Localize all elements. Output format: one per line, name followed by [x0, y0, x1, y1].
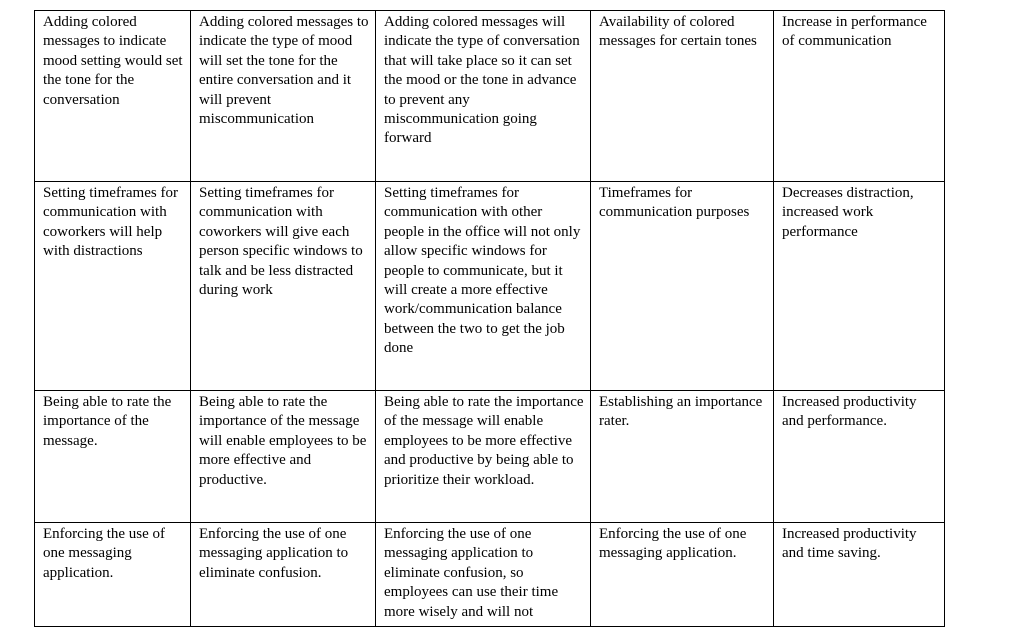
table-cell: Adding colored messages will indicate the type of conversation that will take place so it can set the mood or the tone in advance to prevent any miscommunication going forward [376, 11, 591, 182]
table-cell: Setting timeframes for communication with other people in the office will not only allow specific windows for people to communicate, but it will create a more effective work/communication balance between the two to get the job done [376, 182, 591, 391]
table-cell: Enforcing the use of one messaging application. [591, 523, 774, 627]
table-row [35, 182, 945, 391]
table-cell: Being able to rate the importance of the message will enable employees to be more effective and productive by being able to prioritize their workload. [376, 391, 591, 523]
table-row [35, 523, 945, 627]
table-cell: Being able to rate the importance of the message. [35, 391, 191, 523]
table-cell: Being able to rate the importance of the message will enable employees to be more effective and productive. [191, 391, 376, 523]
table-cell: Establishing an importance rater. [591, 391, 774, 523]
table-cell: Increase in performance of communication [774, 11, 945, 182]
table-cell: Timeframes for communication purposes [591, 182, 774, 391]
document-table-container [34, 10, 944, 627]
table-cell: Increased productivity and time saving. [774, 523, 945, 627]
table-cell: Availability of colored messages for certain tones [591, 11, 774, 182]
table-cell: Enforcing the use of one messaging application. [35, 523, 191, 627]
table-cell: Enforcing the use of one messaging application to eliminate confusion. [191, 523, 376, 627]
table-cell: Setting timeframes for communication with coworkers will help with distractions [35, 182, 191, 391]
table-row [35, 391, 945, 523]
table-cell: Adding colored messages to indicate mood setting would set the tone for the conversation [35, 11, 191, 182]
table-cell: Adding colored messages to indicate the type of mood will set the tone for the entire conversation and it will prevent miscommunication [191, 11, 376, 182]
table-row [35, 11, 945, 182]
table-cell: Decreases distraction, increased work performance [774, 182, 945, 391]
table-cell: Setting timeframes for communication with coworkers will give each person specific windows to talk and be less distracted during work [191, 182, 376, 391]
table-cell: Increased productivity and performance. [774, 391, 945, 523]
requirements-table [34, 10, 945, 627]
table-cell: Enforcing the use of one messaging application to eliminate confusion, so employees can use their time more wisely and will not [376, 523, 591, 627]
